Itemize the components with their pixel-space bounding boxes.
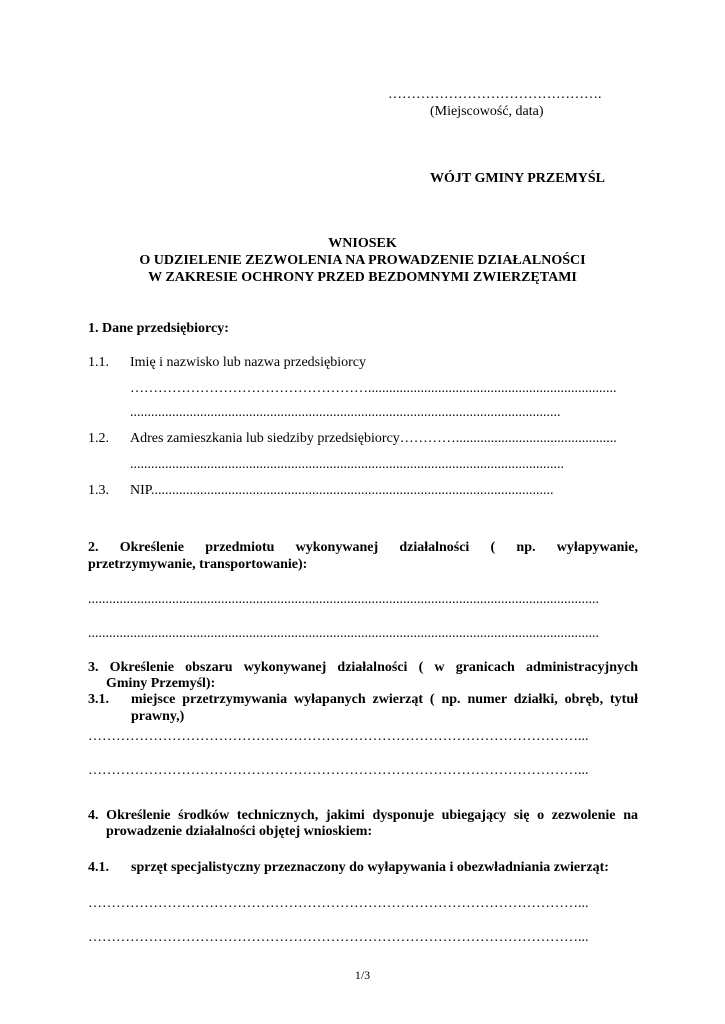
page-number: 1/3 (354, 968, 371, 982)
section3-fill-line-1[interactable]: ……………………………………………………………………………………………... (88, 729, 589, 744)
title-line-3: W ZAKRESIE OCHRONY PRZED BEZDOMNYMI ZWIERZĘTAMI (148, 270, 577, 285)
section2-heading-line-1: 2. Określenie przedmiotu wykonywanej działalności ( np. wyłapywanie, (88, 540, 638, 555)
item-1-2-number: 1.2. (88, 431, 109, 446)
section4-heading-line-2: prowadzenie działalności objętej wnioskiem: (106, 824, 373, 839)
item-3-1-number: 3.1. (88, 692, 109, 707)
item-1-3-number: 1.3. (88, 483, 109, 498)
section2-fill-line-2[interactable]: .................................................................................................................................................. (88, 626, 599, 641)
item-1-3-nip[interactable]: NIP................................................................................................................... (130, 483, 554, 498)
item-1-1-fill-line-2[interactable]: ........................................................................................................................... (130, 405, 561, 420)
section2-heading-line-2: przetrzymywanie, transportowanie): (88, 557, 308, 572)
section3-heading-line-1: 3. Określenie obszaru wykonywanej działalności ( w granicach administracyjnych (88, 660, 638, 675)
item-3-1-label-line-2: prawny,) (131, 709, 185, 724)
addressee: WÓJT GMINY PRZEMYŚL (430, 171, 606, 186)
section1-heading: 1. Dane przedsiębiorcy: (88, 321, 229, 336)
section4-fill-line-2[interactable]: ……………………………………………………………………………………………... (88, 930, 589, 945)
item-1-2-fill-line-1[interactable]: ............................................................................................................................ (130, 457, 564, 472)
item-3-1-label-line-1: miejsce przetrzymywania wyłapanych zwierząt ( np. numer działki, obręb, tytuł (131, 692, 638, 707)
section4-heading-line-1: 4. Określenie środków technicznych, jakimi dysponuje ubiegający się o zezwolenie na (88, 808, 638, 823)
section3-heading-line-2: Gminy Przemyśl): (106, 676, 216, 691)
item-1-2-label[interactable]: Adres zamieszkania lub siedziby przedsiębiorcy………….............................................. (130, 431, 617, 446)
item-4-1-number: 4.1. (88, 860, 109, 875)
title-wniosek: WNIOSEK (328, 236, 397, 251)
date-label: (Miejscowość, data) (430, 104, 544, 119)
item-1-1-number: 1.1. (88, 355, 109, 370)
section3-fill-line-2[interactable]: ……………………………………………………………………………………………... (88, 763, 589, 778)
section2-fill-line-1[interactable]: .................................................................................................................................................. (88, 592, 599, 607)
date-line: ………………………………………. (388, 87, 602, 102)
section4-fill-line-1[interactable]: ……………………………………………………………………………………………... (88, 896, 589, 911)
item-1-1-fill-line-1[interactable]: ……………………………………………....................................................................... (130, 381, 617, 396)
title-line-2: O UDZIELENIE ZEZWOLENIA NA PROWADZENIE DZIAŁALNOŚCI (139, 253, 586, 268)
item-4-1-label: sprzęt specjalistyczny przeznaczony do wyłapywania i obezwładniania zwierząt: (131, 860, 609, 875)
item-1-1-label: Imię i nazwisko lub nazwa przedsiębiorcy (130, 355, 366, 370)
